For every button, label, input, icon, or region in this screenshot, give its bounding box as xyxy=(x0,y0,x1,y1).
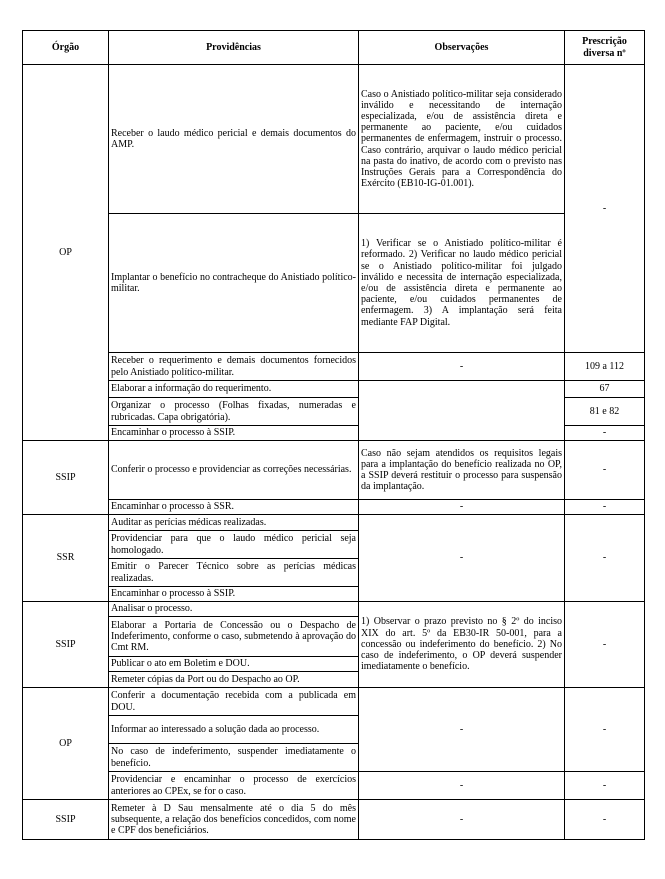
providencia-cell: Encaminhar o processo à SSIP. xyxy=(109,587,359,602)
providencia-cell: Receber o requerimento e demais documentos fornecidos pelo Anistiado político-militar. xyxy=(109,353,359,381)
table-row xyxy=(23,688,645,716)
providencia-cell: Analisar o processo. xyxy=(109,602,359,617)
providencia-cell: Conferir a documentação recebida com a publicada em DOU. xyxy=(109,688,359,716)
prescricao-cell: 81 e 82 xyxy=(565,398,645,426)
header-providencias: Providências xyxy=(109,31,359,65)
observacao-cell: - xyxy=(359,353,565,381)
header-row xyxy=(23,31,645,65)
table-row xyxy=(23,515,645,531)
table-row xyxy=(23,381,645,398)
providencia-cell: Emitir o Parecer Técnico sobre as perícias médicas realizadas. xyxy=(109,559,359,587)
header-observacoes: Observações xyxy=(359,31,565,65)
prescricao-cell: - xyxy=(565,772,645,800)
orgao-cell: SSR xyxy=(23,515,109,602)
observacao-cell: Caso o Anistiado político-militar seja considerado inválido e necessitando de internação especializada, e/ou de assistência direta e permanente ao paciente, e/ou cuidados permanentes de enfermagem, instruir o processo. Caso contrário, arquivar o laudo médico pericial na pasta do inativo, de acordo com o previsto nas Instruções Gerais para a Correspondência do Exército (EB10-IG-01.001). xyxy=(359,65,565,214)
orgao-cell: SSIP xyxy=(23,441,109,515)
providencia-cell: Publicar o ato em Boletim e DOU. xyxy=(109,657,359,672)
prescricao-cell: - xyxy=(565,800,645,840)
providencia-cell: Elaborar a Portaria de Concessão ou o Despacho de Indeferimento, conforme o caso, submetendo à aprovação do Cmt RM. xyxy=(109,617,359,657)
header-prescricao: Prescrição diversa nº xyxy=(565,31,645,65)
orgao-cell: SSIP xyxy=(23,602,109,688)
observacao-cell: Caso não sejam atendidos os requisitos legais para a implantação do benefício realizada no OP, a SSIP deverá restituir o processo para suspensão da implantação. xyxy=(359,441,565,500)
providencia-cell: Auditar as perícias médicas realizadas. xyxy=(109,515,359,531)
orgao-cell: SSIP xyxy=(23,800,109,840)
providencia-cell: Encaminhar o processo à SSR. xyxy=(109,500,359,515)
table-row xyxy=(23,800,645,840)
providencia-cell: Encaminhar o processo à SSIP. xyxy=(109,426,359,441)
prescricao-cell: - xyxy=(565,602,645,688)
observacao-cell: - xyxy=(359,688,565,772)
providencia-cell: Implantar o benefício no contracheque do Anistiado político-militar. xyxy=(109,214,359,353)
prescricao-cell: - xyxy=(565,441,645,500)
providencia-cell: Providenciar e encaminhar o processo de exercícios anteriores ao CPEx, se for o caso. xyxy=(109,772,359,800)
providencia-cell: No caso de indeferimento, suspender imediatamente o benefício. xyxy=(109,744,359,772)
providencia-cell: Informar ao interessado a solução dada ao processo. xyxy=(109,716,359,744)
table-row xyxy=(23,602,645,617)
observacao-cell: 1) Observar o prazo previsto no § 2º do inciso XIX do art. 5º da EB30-IR 50-001, para a concessão ou indeferimento do benefício. 2) No caso de indeferimento, o OP deverá suspender imediatamente o benefício. xyxy=(359,602,565,688)
table-row xyxy=(23,500,645,515)
prescricao-cell: 67 xyxy=(565,381,645,398)
prescricao-cell: 109 a 112 xyxy=(565,353,645,381)
prescricao-cell: - xyxy=(565,688,645,772)
header-orgao: Órgão xyxy=(23,31,109,65)
observacao-cell: - xyxy=(359,500,565,515)
observacao-cell: - xyxy=(359,800,565,840)
providencia-cell: Organizar o processo (Folhas fixadas, numeradas e rubricadas. Capa obrigatória). xyxy=(109,398,359,426)
prescricao-cell: - xyxy=(565,426,645,441)
observacao-cell: 1) Verificar se o Anistiado político-militar é reformado. 2) Verificar no laudo médico pericial se o Anistiado político-militar foi julgado inválido e necessita de internação especializada, e/ou de assistência direta e permanente ao paciente, e/ou cuidados permanentes de enfermagem. 3) A implantação será feita mediante FAP Digital. xyxy=(359,214,565,353)
table-row xyxy=(23,772,645,800)
providencia-cell: Providenciar para que o laudo médico pericial seja homologado. xyxy=(109,531,359,559)
providencia-cell: Receber o laudo médico pericial e demais documentos do AMP. xyxy=(109,65,359,214)
prescricao-cell: - xyxy=(565,515,645,602)
observacao-cell xyxy=(359,381,565,441)
providencia-cell: Remeter cópias da Port ou do Despacho ao OP. xyxy=(109,672,359,688)
procedures-table xyxy=(22,30,645,840)
table-row xyxy=(23,214,645,353)
table-row xyxy=(23,441,645,500)
orgao-cell: OP xyxy=(23,688,109,800)
providencia-cell: Conferir o processo e providenciar as correções necessárias. xyxy=(109,441,359,500)
providencia-cell: Remeter à D Sau mensalmente até o dia 5 do mês subsequente, a relação dos benefícios concedidos, com nome e CPF dos beneficiários. xyxy=(109,800,359,840)
table-row xyxy=(23,353,645,381)
orgao-cell: OP xyxy=(23,65,109,441)
prescricao-cell: - xyxy=(565,65,645,353)
observacao-cell: - xyxy=(359,772,565,800)
providencia-cell: Elaborar a informação do requerimento. xyxy=(109,381,359,398)
observacao-cell: - xyxy=(359,515,565,602)
prescricao-cell: - xyxy=(565,500,645,515)
table-row xyxy=(23,65,645,214)
